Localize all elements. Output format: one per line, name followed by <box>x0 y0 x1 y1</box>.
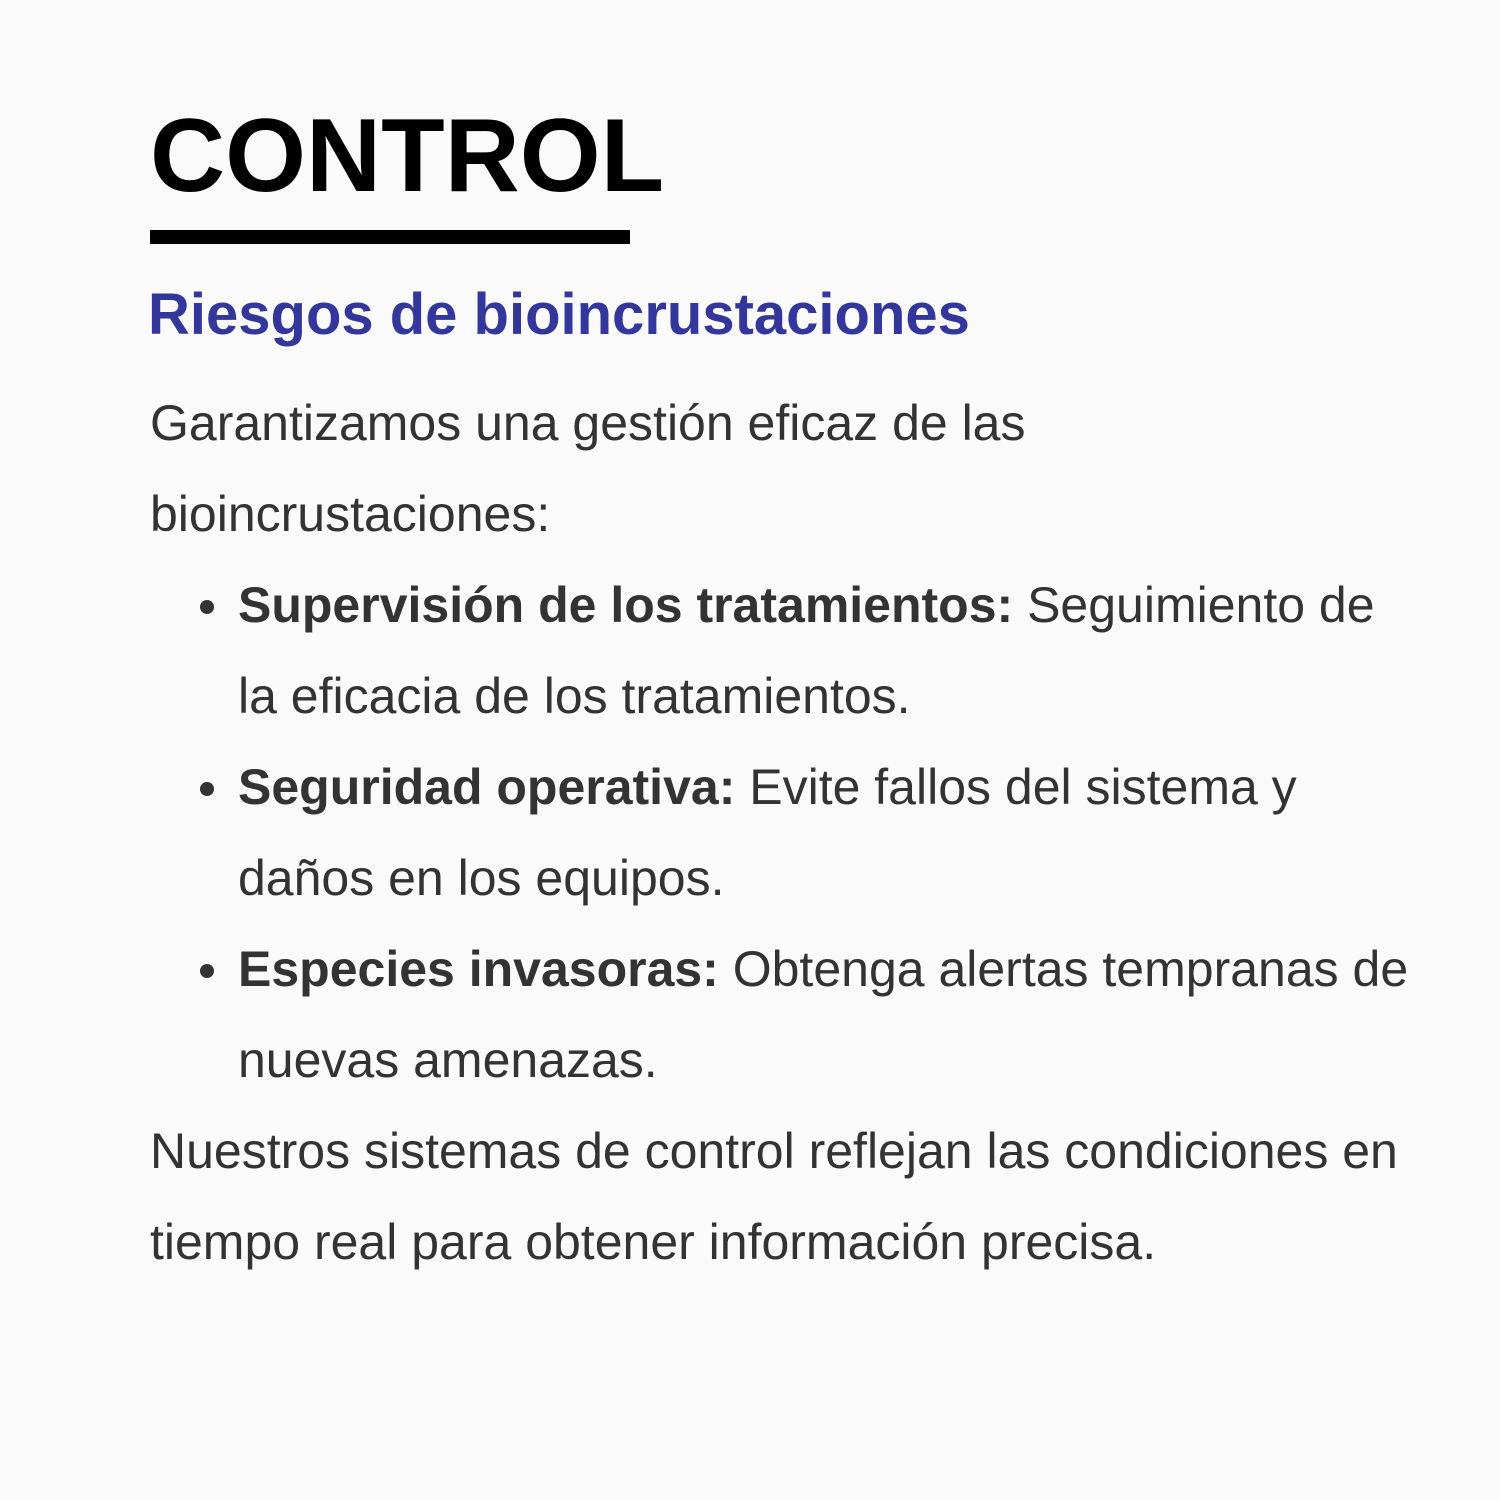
list-item-especies <box>150 924 1410 1106</box>
closing-paragraph: Nuestros sistemas de control reflejan las condiciones en tiempo real para obtener información precisa. <box>150 1123 1398 1270</box>
intro-paragraph: Garantizamos una gestión eficaz de las bioincrustaciones: <box>150 395 1026 542</box>
list-item-text: Obtenga alertas tempranas de nuevas amenazas. <box>238 941 1409 1088</box>
list-item-seguridad <box>150 742 1410 924</box>
bullet-dot-icon <box>200 964 214 978</box>
section-subtitle: Riesgos de bioincrustaciones <box>148 282 970 347</box>
list-item-term: Supervisión de los tratamientos: <box>238 577 1014 633</box>
list-item-term: Seguridad operativa: <box>238 759 736 815</box>
title-underline <box>150 230 630 244</box>
bullet-dot-icon <box>200 782 214 796</box>
list-item-term: Especies invasoras: <box>238 941 719 997</box>
page-title: CONTROL <box>150 98 665 214</box>
list-item-text: Evite fallos del sistema y daños en los equipos. <box>238 759 1297 906</box>
bullet-dot-icon <box>200 600 214 614</box>
list-item-text: Seguimiento de la eficacia de los tratamientos. <box>238 577 1375 724</box>
content-panel <box>150 100 1410 1288</box>
list-item-supervision <box>150 560 1410 742</box>
feature-list <box>150 560 1410 1106</box>
